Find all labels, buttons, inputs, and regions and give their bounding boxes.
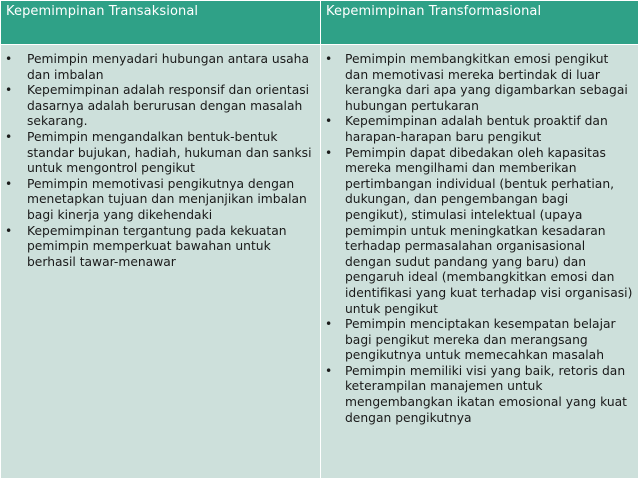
header-row (1, 1, 638, 45)
bullet-icon: • (325, 317, 333, 332)
transformational-list (321, 45, 638, 426)
list-item-text: Pemimpin menyadari hubungan antara usaha dan imbalan (27, 52, 309, 82)
bullet-icon: • (325, 114, 333, 129)
list-item (321, 317, 634, 364)
list-item-text: Pemimpin memotivasi pengikutnya dengan menetapkan tujuan dan menjanjikan imbalan bagi kinerja yang dikehendaki (27, 176, 307, 222)
transformational-cell (321, 45, 638, 479)
list-item-text: Pemimpin mengandalkan bentuk-bentuk standar bujukan, hadiah, hukuman dan sanksi untuk mengontrol pengikut (27, 129, 312, 176)
bullet-icon: • (5, 52, 13, 66)
bullet-icon: • (5, 223, 13, 238)
transactional-list (1, 45, 320, 270)
bullet-icon: • (5, 83, 13, 98)
list-item (1, 52, 316, 83)
list-item (321, 364, 634, 426)
bullet-icon: • (5, 129, 13, 144)
header-transactional: Kepemimpinan Transaksional (1, 1, 321, 45)
list-item (321, 52, 634, 114)
list-item (321, 114, 634, 145)
list-item-text: Kepemimpinan adalah bentuk proaktif dan harapan-harapan baru pengikut (345, 114, 608, 144)
list-item (321, 146, 634, 318)
transactional-cell (1, 45, 321, 479)
header-transformational: Kepemimpinan Transformasional (321, 1, 638, 45)
bullet-icon: • (325, 52, 333, 66)
list-item-text: Pemimpin dapat dibedakan oleh kapasitas mereka mengilhami dan memberikan pertimbangan individual (bentuk perhatian, dukungan, dan pengembangan bagi pengikut), stimulasi intelektual (upaya pemimpin untuk meningkatkan kesadaran terhadap permasalahan organisasional dengan sudut pandang yang baru) dan pengaruh ideal (membangkitkan emosi dan identifikasi yang kuat terhadap visi organisasi) untuk pengikut (345, 145, 633, 316)
list-item-text: Kepemimpinan adalah responsif dan orientasi dasarnya adalah berurusan dengan masalah sekarang. (27, 83, 310, 129)
bullet-icon: • (5, 176, 13, 191)
content-row (1, 45, 638, 479)
list-item-text: Pemimpin menciptakan kesempatan belajar bagi pengikut mereka dan merangsang pengikutnya untuk memecahkan masalah (345, 317, 616, 363)
list-item (1, 224, 316, 271)
list-item-text: Pemimpin membangkitkan emosi pengikut dan memotivasi mereka bertindak di luar kerangka dari apa yang digambarkan sebagai hubungan pertukaran (345, 52, 628, 113)
list-item-text: Pemimpin memiliki visi yang baik, retoris dan keterampilan manajemen untuk mengembangkan ikatan emosional yang kuat dengan pengikutnya (345, 363, 627, 425)
bullet-icon: • (325, 363, 333, 378)
list-item (1, 177, 316, 224)
list-item-text: Kepemimpinan tergantung pada kekuatan pemimpin memperkuat bawahan untuk berhasil tawar-menawar (27, 223, 287, 269)
bullet-icon: • (325, 145, 333, 160)
list-item (1, 130, 316, 177)
list-item (1, 83, 316, 130)
